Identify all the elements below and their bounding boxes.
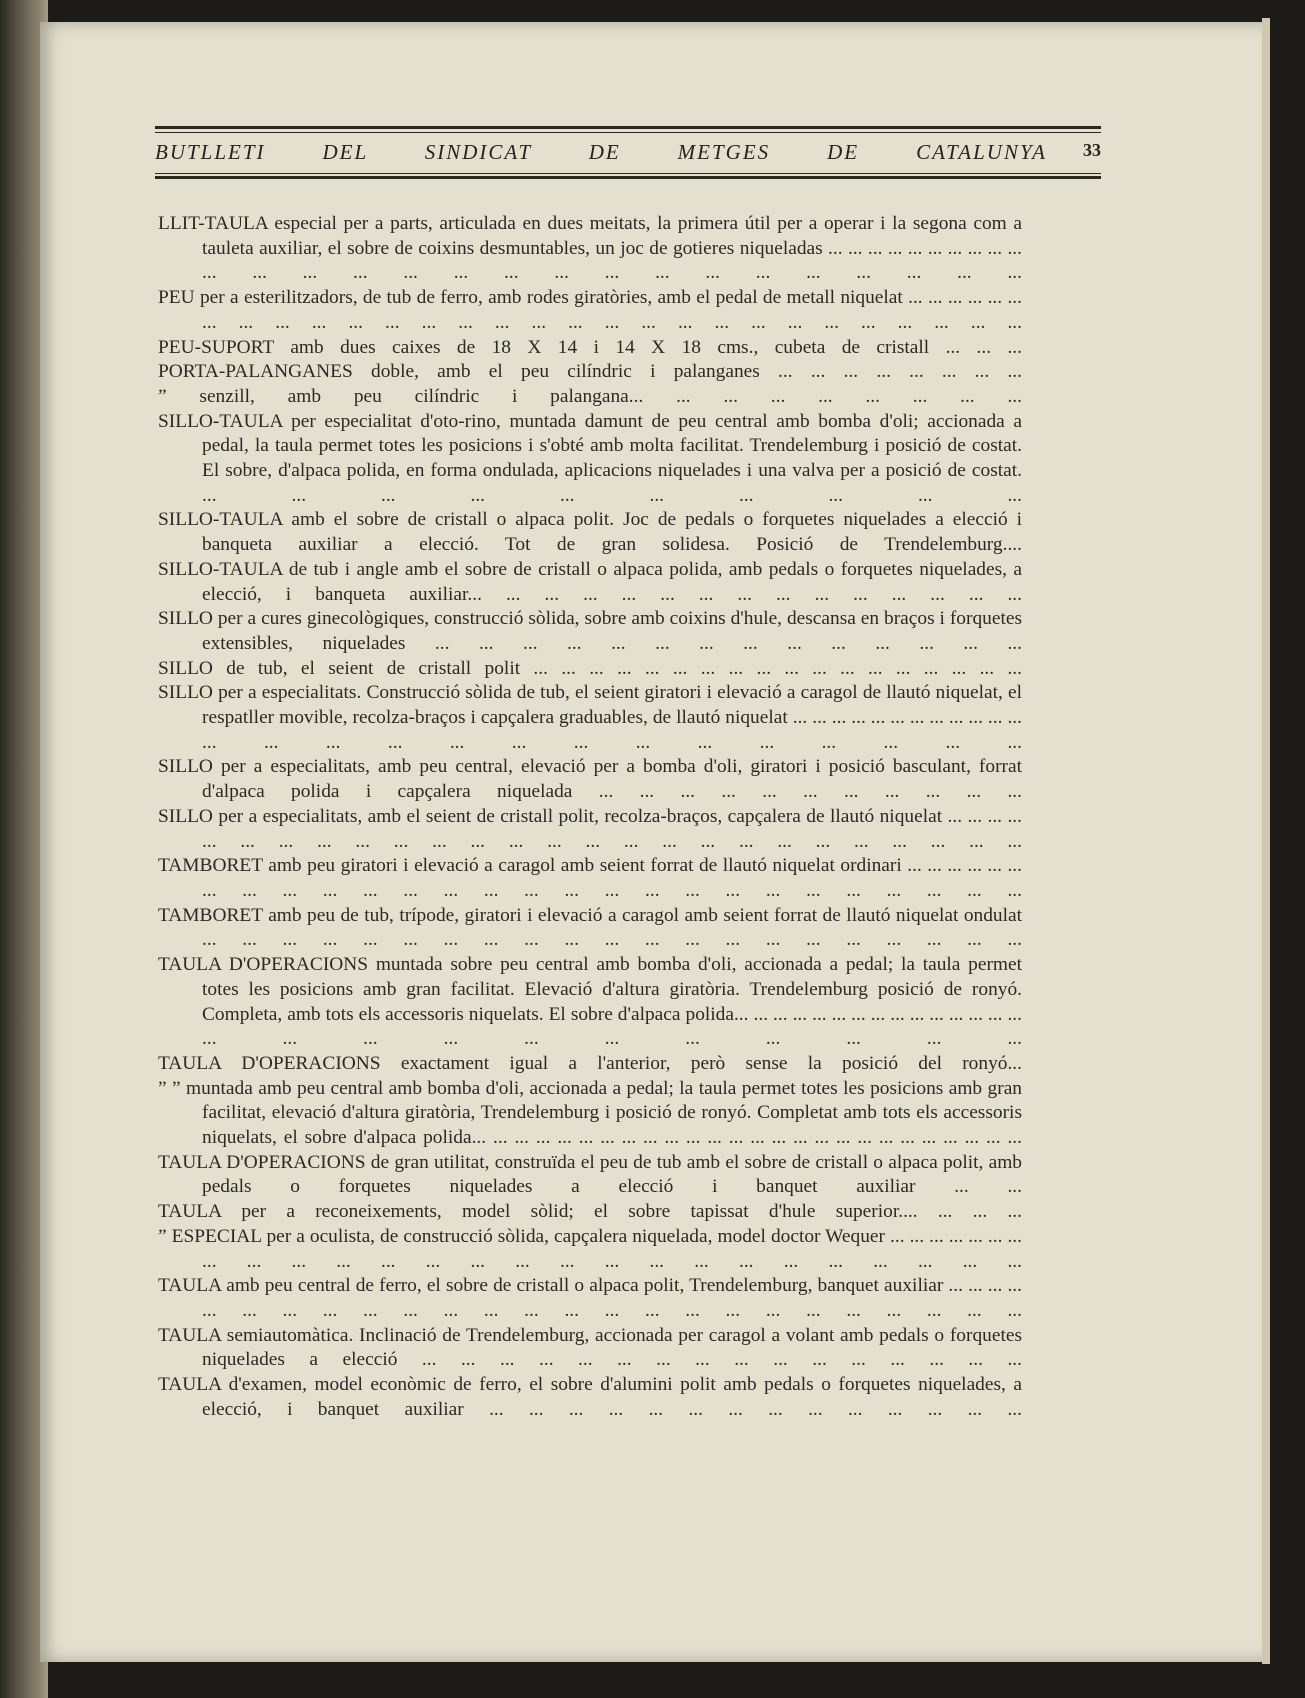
catalogue-entry: ” senzill, amb peu cilíndric i palangana... ... ... ... ... ... ... ... ... [158, 385, 1022, 407]
running-title: BUTLLETI DEL SINDICAT DE METGES DE CATALUNYA [155, 140, 1047, 164]
catalogue-entry: TAULA semiautomàtica. Inclinació de Trendelemburg, accionada per caragol a volant amb pedals o forquetes niquelades a elecció ... ... ... ... ... ... ... ... ... ... ... ... ... ... ... ... [158, 1324, 1022, 1371]
catalogue-entry: SILLO-TAULA amb el sobre de cristall o alpaca polit. Joc de pedals o forquetes niquelades a elecció i banqueta auxiliar a elecció. Tot de gran solidesa. Posició de Trendelemburg.... [158, 509, 1022, 556]
catalogue-entry: TAULA d'examen, model econòmic de ferro, el sobre d'alumini polit amb pedals o forquetes niquelades, a elecció, i banquet auxiliar ... ... ... ... ... ... ... ... ... ... ... ... ... ... [158, 1374, 1022, 1420]
running-header [155, 126, 1101, 182]
catalogue-entry: TAULA amb peu central de ferro, el sobre de cristall o alpaca polit, Trendelemburg, banquet auxiliar ... ... ... ... ... ... ... ... ... ... ... ... ... ... ... ... ... ... ... ... ... ... ... ... ... [158, 1275, 1022, 1321]
catalogue-entry: SILLO per a cures ginecològiques, construcció sòlida, sobre amb coixins d'hule, descansa en braços i forquetes extensibles, niquelades ... ... ... ... ... ... ... ... ... ... ... ... ... ... [158, 608, 1022, 654]
catalogue-entry: SILLO de tub, el seient de cristall polit ... ... ... ... ... ... ... ... ... ... ... ... ... ... ... ... ... ... [158, 657, 1022, 679]
catalogue-entry: TAULA D'OPERACIONS muntada sobre peu central amb bomba d'oli, accionada a pedal; la taula permet totes les posicions amb gran facilitat. Elevació d'altura giratòria. Trendelemburg posició de ronyó. Completa, amb tots els accessoris niquelats. El sobre d'alpaca polida... ... ... ... ... ... ... ... ... ... ... ... ... ... ... ... ... ... ... ... ... ... ... ... ... ... [158, 954, 1022, 1050]
catalogue-entry: LLIT-TAULA especial per a parts, articulada en dues meitats, la primera útil per a operar i la segona com a tauleta auxiliar, el sobre de coixins desmuntables, un joc de gotieres niqueladas ... ... ... ... ... ... ... ... ... ... ... ... ... ... ... ... ... ... ... ... ... ... ... ... ... ... ... [158, 213, 1022, 284]
catalogue-entry: PEU per a esterilitzadors, de tub de ferro, amb rodes giratòries, amb el pedal de metall niquelat ... ... ... ... ... ... ... ... ... ... ... ... ... ... ... ... ... ... ... ... ... ... ... ... ... ... ... ... ... [158, 287, 1022, 333]
header-rule-bottom-thin [155, 173, 1101, 174]
catalogue-entry: ” ESPECIAL per a oculista, de construcció sòlida, capçalera niquelada, model doctor Wequer ... ... ... ... ... ... ... ... ... ... ... ... ... ... ... ... ... ... ... ... ... ... ... ... ... ... [158, 1225, 1022, 1272]
catalogue-entries [158, 212, 1022, 1422]
catalogue-entry: SILLO per a especialitats. Construcció sòlida de tub, el seient giratori i elevació a caragol de llautó niquelat, el respatller movible, recolza-braços i capçalera graduables, de llautó niquelat ... ... ... ... ... ... ... ... ... ... ... ... ... ... ... ... ... ... ... ... ... ... ... ... ... ... [158, 682, 1022, 753]
catalogue-entry: ” ” muntada amb peu central amb bomba d'oli, accionada a pedal; la taula permet totes les posicions amb gran facilitat, elevació d'altura giratòria, Trendelemburg i posició de ronyó. Completat amb tots els accessoris niquelats, el sobre d'alpaca polida... ... ... ... ... ... ... ... ... ... ... ... ... ... ... ... ... ... ... ... ... ... ... ... ... ... [158, 1077, 1022, 1149]
catalogue-entry: SILLO-TAULA per especialitat d'oto-rino, muntada damunt de peu central amb bomba d'oli; accionada a pedal, la taula permet totes les posicions i s'obté amb molta facilitat. Trendelemburg i posició de costat. El sobre, d'alpaca polida, en forma ondulada, aplicacions niquelades i una valva per a posició de costat. ... ... ... ... ... ... ... ... ... ... [158, 410, 1022, 506]
catalogue-entry: PORTA-PALANGANES doble, amb el peu cilíndric i palanganes ... ... ... ... ... ... ... ... [158, 361, 1022, 383]
header-rule-top-thin [155, 132, 1101, 133]
catalogue-entry: PEU-SUPORT amb dues caixes de 18 X 14 i 14 X 18 cms., cubeta de cristall ... ... ... [158, 336, 1022, 358]
catalogue-entry: SILLO per a especialitats, amb el seient de cristall polit, recolza-braços, capçalera de llautó niquelat ... ... ... ... ... ... ... ... ... ... ... ... ... ... ... ... ... ... ... ... ... ... ... ... ... ... [158, 805, 1022, 852]
catalogue-entry: SILLO-TAULA de tub i angle amb el sobre de cristall o alpaca polida, amb pedals o forquetes niquelades, a elecció, i banqueta auxiliar... ... ... ... ... ... ... ... ... ... ... ... ... ... ... [158, 558, 1022, 605]
catalogue-entry: TAULA D'OPERACIONS exactament igual a l'anterior, però sense la posició del ronyó... [158, 1052, 1022, 1074]
catalogue-entry: SILLO per a especialitats, amb peu central, elevació per a bomba d'oli, giratori i posició basculant, forrat d'alpaca polida i capçalera niquelada ... ... ... ... ... ... ... ... ... ... ... [158, 756, 1022, 803]
page-edge [1262, 18, 1270, 1664]
catalogue-entry: TAULA per a reconeixements, model sòlid; el sobre tapissat d'hule superior.... ... ... ... [158, 1201, 1022, 1223]
catalogue-entry: TAMBORET amb peu giratori i elevació a caragol amb seient forrat de llautó niquelat ordinari ... ... ... ... ... ... ... ... ... ... ... ... ... ... ... ... ... ... ... ... ... ... ... ... ... ... ... [158, 855, 1022, 901]
page-number: 33 [1083, 140, 1101, 160]
catalogue-entry: TAMBORET amb peu de tub, trípode, giratori i elevació a caragol amb seient forrat de llautó niquelat ondulat ... ... ... ... ... ... ... ... ... ... ... ... ... ... ... ... ... ... ... ... ... [158, 904, 1022, 951]
header-rule-bottom [155, 176, 1101, 179]
catalogue-entry: TAULA D'OPERACIONS de gran utilitat, construïda el peu de tub amb el sobre de cristall o alpaca polit, amb pedals o forquetes niquelades a elecció i banquet auxiliar ... ... [158, 1151, 1022, 1198]
header-rule-top [155, 126, 1101, 129]
